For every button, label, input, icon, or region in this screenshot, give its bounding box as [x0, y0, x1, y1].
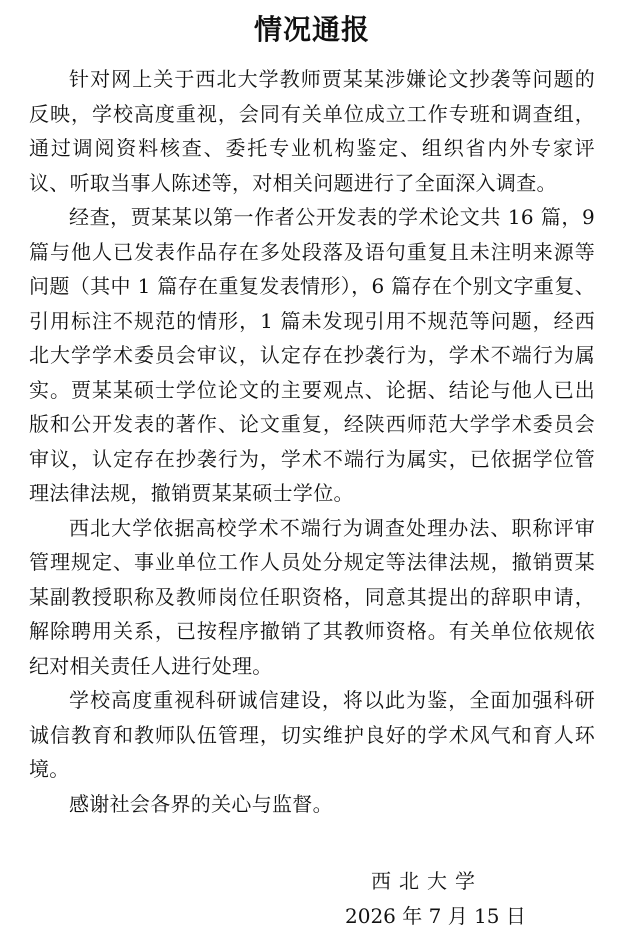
- paragraph-thanks: 感谢社会各界的关心与监督。: [69, 791, 333, 816]
- signature-date: 2026 年 7 月 15 日: [345, 904, 526, 928]
- paragraph-penalties: 西北大学依据高校学术不端行为调查处理办法、职称评审管理规定、事业单位工作人员处分规定等法律法规，撤销贾某某副教授职称及教师岗位任职资格，同意其提出的辞职申请，解除聘用关系，已按程序撤销了其教师资格。有关单位依规依纪对相关责任人进行处理。: [29, 515, 595, 678]
- paragraph-intro: 针对网上关于西北大学教师贾某某涉嫌论文抄袭等问题的反映，学校高度重视，会同有关单位成立工作专班和调查组，通过调阅资料核查、委托专业机构鉴定、组织省内外专家评议、听取当事人陈述等，对相关问题进行了全面深入调查。: [29, 67, 595, 195]
- signature-organization: 西北大学: [371, 869, 483, 893]
- document-body: [29, 62, 595, 821]
- document-title: 情况通报: [253, 13, 370, 46]
- paragraph-findings: 经查，贾某某以第一作者公开发表的学术论文共 16 篇，9 篇与他人已发表作品存在多处段落及语句重复且未注明来源等问题（其中 1 篇存在重复发表情形），6 篇存在个别文字重复、引用标注不规范的情形，1 篇未发现引用不规范等问题，经西北大学学术委员会审议，认定存在抄袭行为，学术不端行为属实。贾某某硕士学位论文的主要观点、论据、结论与他人已出版和公开发表的著作、论文重复，经陕西师范大学学术委员会审议，认定存在抄袭行为，学术不端行为属实，已依据学位管理法律法规，撤销贾某某硕士学位。: [29, 205, 595, 505]
- paragraph-integrity: 学校高度重视科研诚信建设，将以此为鉴，全面加强科研诚信教育和教师队伍管理，切实维护良好的学术风气和育人环境。: [29, 688, 595, 781]
